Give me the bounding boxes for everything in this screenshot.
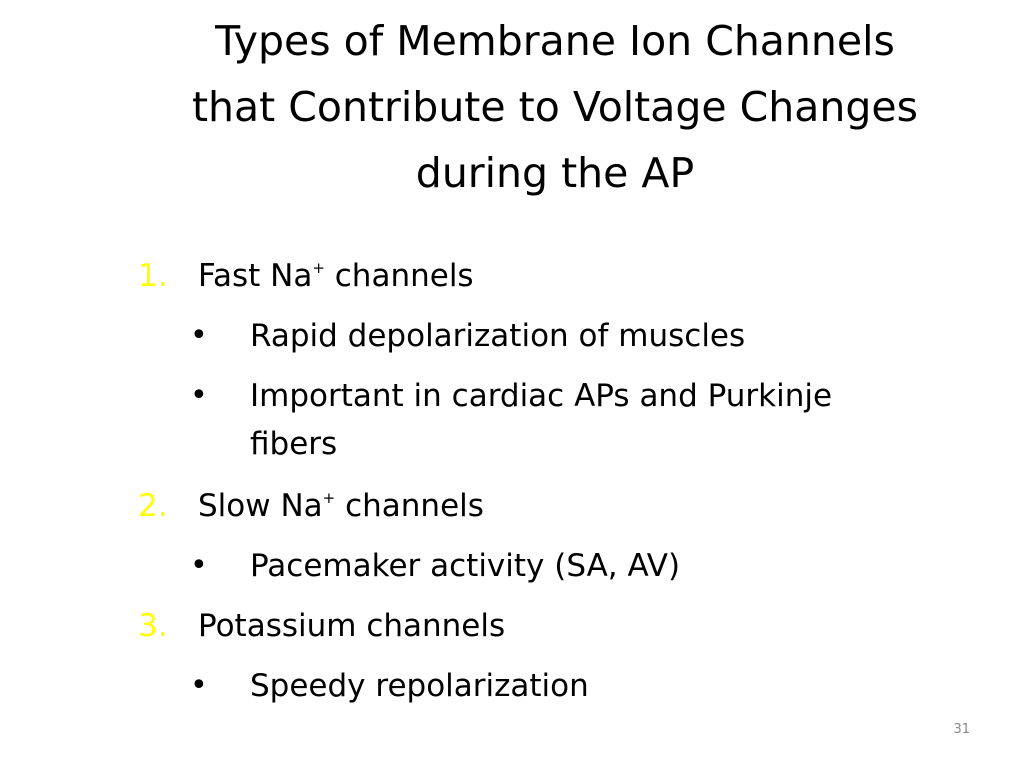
superscript-plus: + bbox=[322, 488, 336, 507]
list-item-text: Slow Na bbox=[198, 488, 323, 524]
list-item-fast-na bbox=[198, 252, 474, 300]
sub-bullet-text: Rapid depolarization of muscles bbox=[250, 318, 746, 354]
list-item-text-suffix: channels bbox=[335, 488, 484, 524]
sub-bullet-text: Speedy repolarization bbox=[250, 668, 589, 704]
list-item-text: Fast Na bbox=[198, 258, 313, 294]
sub-bullet-text: Pacemaker activity (SA, AV) bbox=[250, 548, 681, 584]
list-item-text-suffix: channels bbox=[324, 258, 474, 294]
sub-bullet-rapid-depolarization bbox=[250, 312, 745, 360]
sub-bullet-cardiac-aps bbox=[250, 372, 832, 420]
superscript-plus: + bbox=[312, 258, 325, 277]
list-item-text: Potassium channels bbox=[198, 608, 506, 644]
title-line-2: that Contribute to Voltage Changes bbox=[191, 83, 918, 131]
list-item-slow-na bbox=[198, 482, 484, 530]
title-line-3: during the AP bbox=[415, 149, 695, 197]
bullet-marker: • bbox=[190, 318, 208, 353]
sub-bullet-text: Important in cardiac APs and Purkinje bbox=[250, 378, 833, 414]
bullet-marker: • bbox=[190, 378, 208, 413]
sub-bullet-pacemaker bbox=[250, 542, 680, 590]
slide-number: 31 bbox=[953, 722, 970, 737]
bullet-marker: • bbox=[190, 668, 208, 703]
bullet-marker: • bbox=[190, 548, 208, 583]
list-number-1: 1. bbox=[138, 258, 168, 294]
sub-bullet-text: fibers bbox=[250, 426, 338, 462]
sub-bullet-speedy-repolarization bbox=[250, 662, 589, 710]
list-number-2: 2. bbox=[138, 488, 168, 524]
title-line-1: Types of Membrane Ion Channels bbox=[215, 17, 895, 65]
list-number-3: 3. bbox=[138, 608, 168, 644]
sub-bullet-cardiac-aps-continued bbox=[250, 420, 337, 468]
list-item-potassium bbox=[198, 602, 505, 650]
